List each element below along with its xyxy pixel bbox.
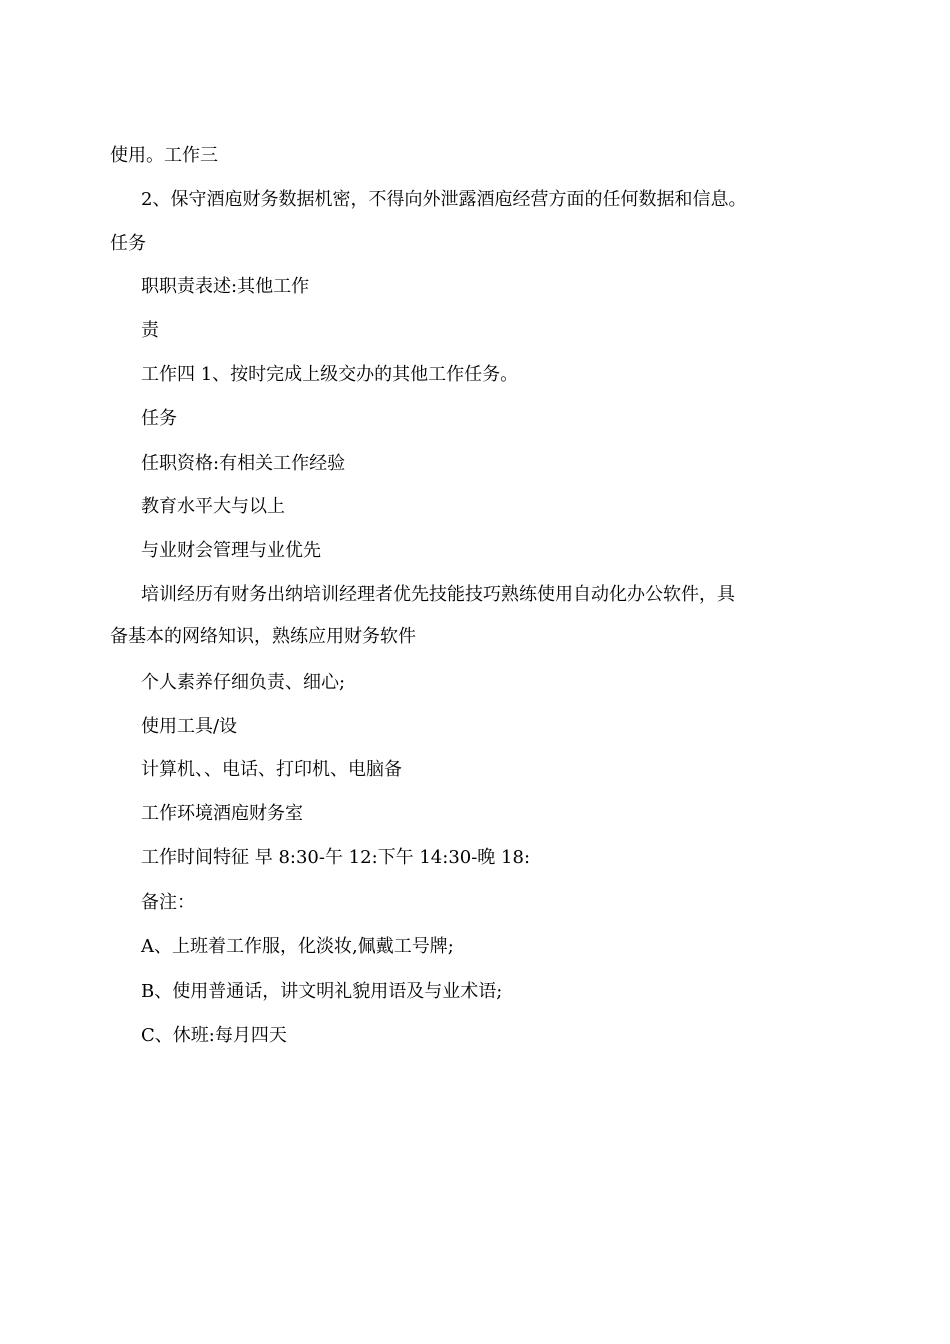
text-line-16: 工作环境酒庖财务室 [141, 803, 303, 824]
text-line-18: 备注： [141, 892, 195, 913]
text-line-3: 任务 [110, 233, 146, 254]
text-line-6: 工作四 1、按时完成上级交办的其他工作任务。 [141, 364, 519, 385]
text-line-12: 备基本的网络知识，熟练应用财务软件 [110, 626, 416, 647]
text-line-4: 职职责表述:其他工作 [141, 276, 310, 297]
text-line-15: 计算机、、电话、打印机、电脑备 [141, 759, 402, 780]
text-line-1: 使用。工作三 [110, 145, 218, 166]
text-line-14: 使用工具/设 [141, 716, 238, 737]
text-line-2: 2、保守酒庖财务数据机密，不得向外泄露酒庖经营方面的任何数据和信息。 [141, 189, 747, 210]
text-line-13: 个人素养仔细负责、细心; [141, 672, 346, 693]
text-line-7: 任务 [141, 408, 177, 429]
text-line-10: 与业财会管理与业优先 [141, 540, 321, 561]
text-line-8: 任职资格:有相关工作经验 [141, 453, 346, 474]
text-line-20: B、使用普通话，讲文明礼貌用语及与业术语; [141, 981, 503, 1002]
text-line-9: 教育水平大与以上 [141, 496, 285, 517]
text-line-11: 培训经历有财务出纳培训经理者优先技能技巧熟练使用自动化办公软件，具 [141, 584, 735, 605]
text-line-19: A、上班着工作服，化淡妆,佩戴工号牌; [141, 936, 454, 957]
text-line-5: 责 [141, 320, 159, 341]
text-line-21: C、休班:每月四天 [141, 1025, 287, 1046]
text-line-17: 工作时间特征 早 8:30-午 12:下午 14:30-晚 18: [141, 847, 531, 868]
